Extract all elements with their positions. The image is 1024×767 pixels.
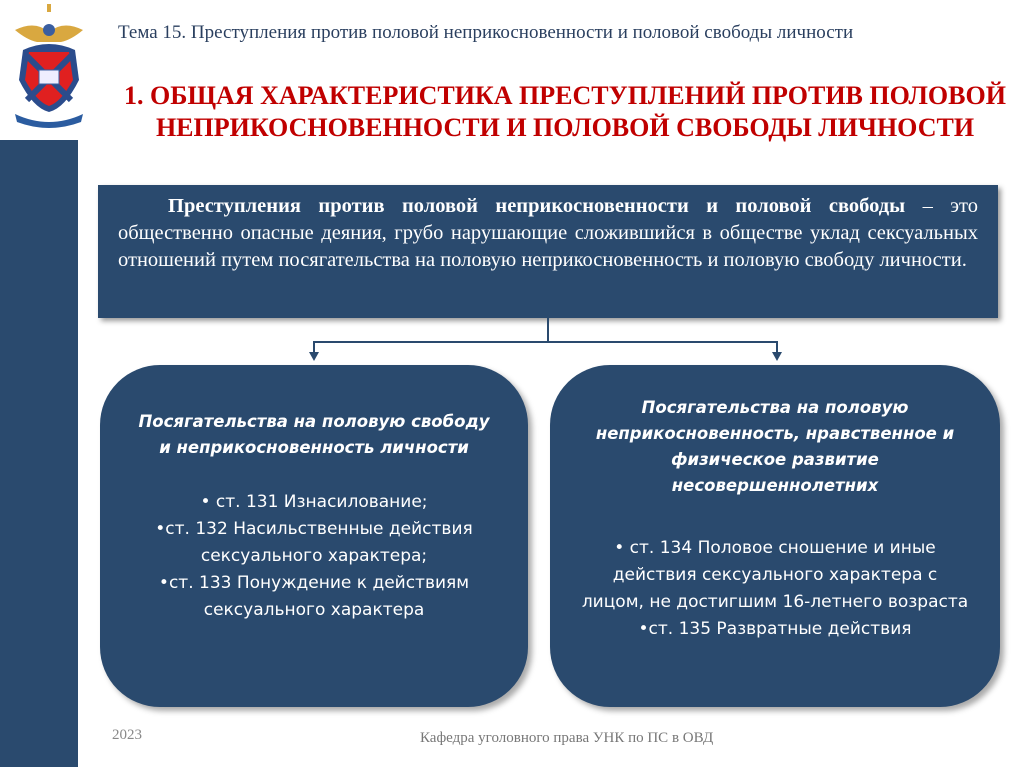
connector-vertical [547,318,549,343]
card-heading: Посягательства на половую свободу и неприкосновенность личности [138,412,490,457]
topic-title: Тема 15. Преступления против половой неприкосновенности и половой свободы личности [118,22,854,43]
definition-box [98,185,998,318]
slide-title: 1. ОБЩАЯ ХАРАКТЕРИСТИКА ПРЕСТУПЛЕНИЙ ПРОТИВ ПОЛОВОЙ НЕПРИКОСНОВЕННОСТИ И ПОЛОВОЙ СВОБОДЫ ЛИЧНОСТИ [124,81,1006,142]
list-item: • ст. 131 Изнасилование; [200,492,428,512]
arrow-down-icon [772,352,782,361]
footer-department: Кафедра уголовного права УНК по ПС в ОВД [420,730,714,746]
card-sexual-freedom [100,365,528,707]
sidebar-bar [0,140,78,767]
list-item: •ст. 135 Развратные действия [638,619,912,639]
list-item: • ст. 134 Половое сношение и иные действия сексуального характера с лицом, не достигшим 16-летнего возраста [581,538,969,612]
card-minors [550,365,1000,707]
definition-term: Преступления против половой неприкосновенности и половой свободы [168,195,906,217]
definition-text: – это общественно опасные деяния, грубо нарушающие сложившийся в обществе уклад сексуальных отношений путем посягательства на половую неприкосновенность и половую свободу личности. [118,195,978,271]
card-heading: Посягательства на половую неприкосновенность, нравственное и физическое развитие несовершеннолетних [595,398,955,495]
emblem-logo [5,0,93,128]
list-item: •ст. 132 Насильственные действия сексуального характера; [155,519,473,566]
footer-year: 2023 [112,727,142,743]
list-item: •ст. 133 Понуждение к действиям сексуального характера [158,573,470,620]
connector-horizontal [313,341,778,343]
arrow-down-icon [309,352,319,361]
